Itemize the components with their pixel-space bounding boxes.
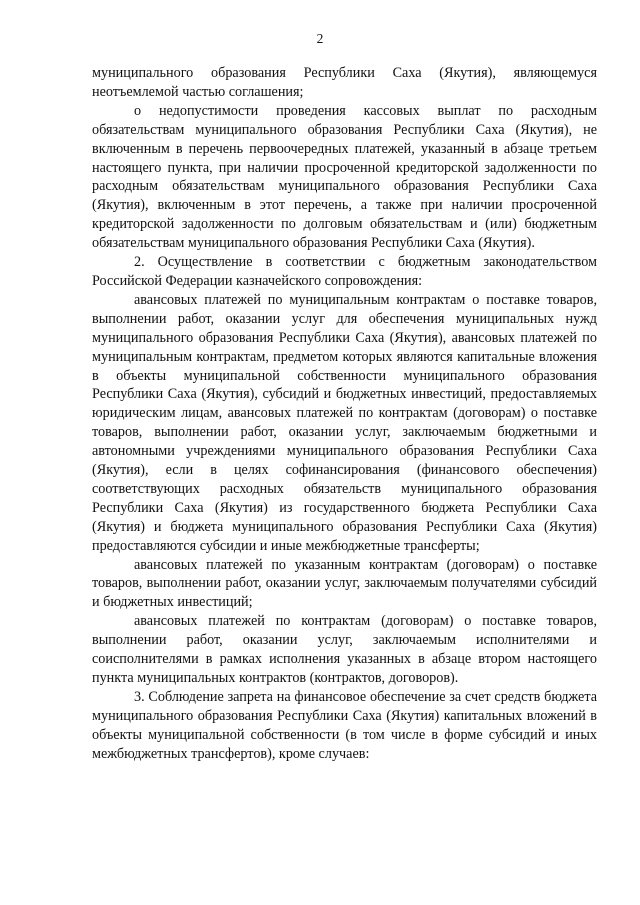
page-number: 2	[316, 31, 324, 46]
paragraph-kassovye-vyplaty: о недопустимости проведения кассовых выплат по расходным обязательствам муниципального образования Республики Саха (Якутия), не включенным в перечень первоочередных платежей, указанный в абзаце третьем настоящего пункта, при наличии просроченной кредиторской задолженности по расходным обязательствам муниципального образования Республики Саха (Якутия), включенным в этот перечень, а также при наличии просроченной кредиторской задолженности по долговым обязательствам и (или) бюджетным обязательствам муниципального образования Республики Саха (Якутия).	[92, 102, 597, 252]
paragraph-item-3: 3. Соблюдение запрета на финансовое обеспечение за счет средств бюджета муниципального образования Республики Саха (Якутия) капитальных вложений в объекты муниципальной собственности (в том числе в форме субсидий и иных межбюджетных трансфертов), кроме случаев:	[92, 688, 597, 762]
paragraph-continuation: муниципального образования Республики Саха (Якутия), являющемуся неотъемлемой частью соглашения;	[92, 65, 597, 100]
paragraph-avansovye-platezhi-municipal: авансовых платежей по муниципальным контрактам о поставке товаров, выполнении работ, оказании услуг для обеспечения муниципальных нужд муниципального образования Республики Саха (Якутия), авансовых платежей по муниципальным контрактам, предметом которых являются капитальные вложения в объекты муниципальной собственности муниципального образования Республики Саха (Якутия), субсидий и бюджетных инвестиций, предоставляемых юридическим лицам, авансовых платежей по контрактам (договорам) о поставке товаров, выполнении работ, оказании услуг, заключаемым бюджетными и автономными учреждениями муниципального образования Республики Саха (Якутия), если в целях софинансирования (финансового обеспечения) соответствующих расходных обязательств муниципального образования Республики Саха (Якутия) из государственного бюджета Республики Саха (Якутия) и бюджета муниципального образования Республики Саха (Якутия) предоставляются субсидии и иные межбюджетные трансферты;	[92, 291, 597, 554]
paragraph-avansovye-platezhi-ispolniteli: авансовых платежей по контрактам (договорам) о поставке товаров, выполнении работ, оказании услуг, заключаемым исполнителями и соисполнителями в рамках исполнения указанных в абзаце втором настоящего пункта муниципальных контрактов (контрактов, договоров).	[92, 613, 597, 686]
document-body	[92, 64, 597, 764]
paragraph-avansovye-platezhi-ukazannye: авансовых платежей по указанным контрактам (договорам) о поставке товаров, выполнении работ, оказании услуг, заключаемым получателями субсидий и бюджетных инвестиций;	[92, 556, 597, 611]
paragraph-item-2: 2. Осуществление в соответствии с бюджетным законодательством Российской Федерации казначейского сопровождения:	[92, 254, 597, 289]
